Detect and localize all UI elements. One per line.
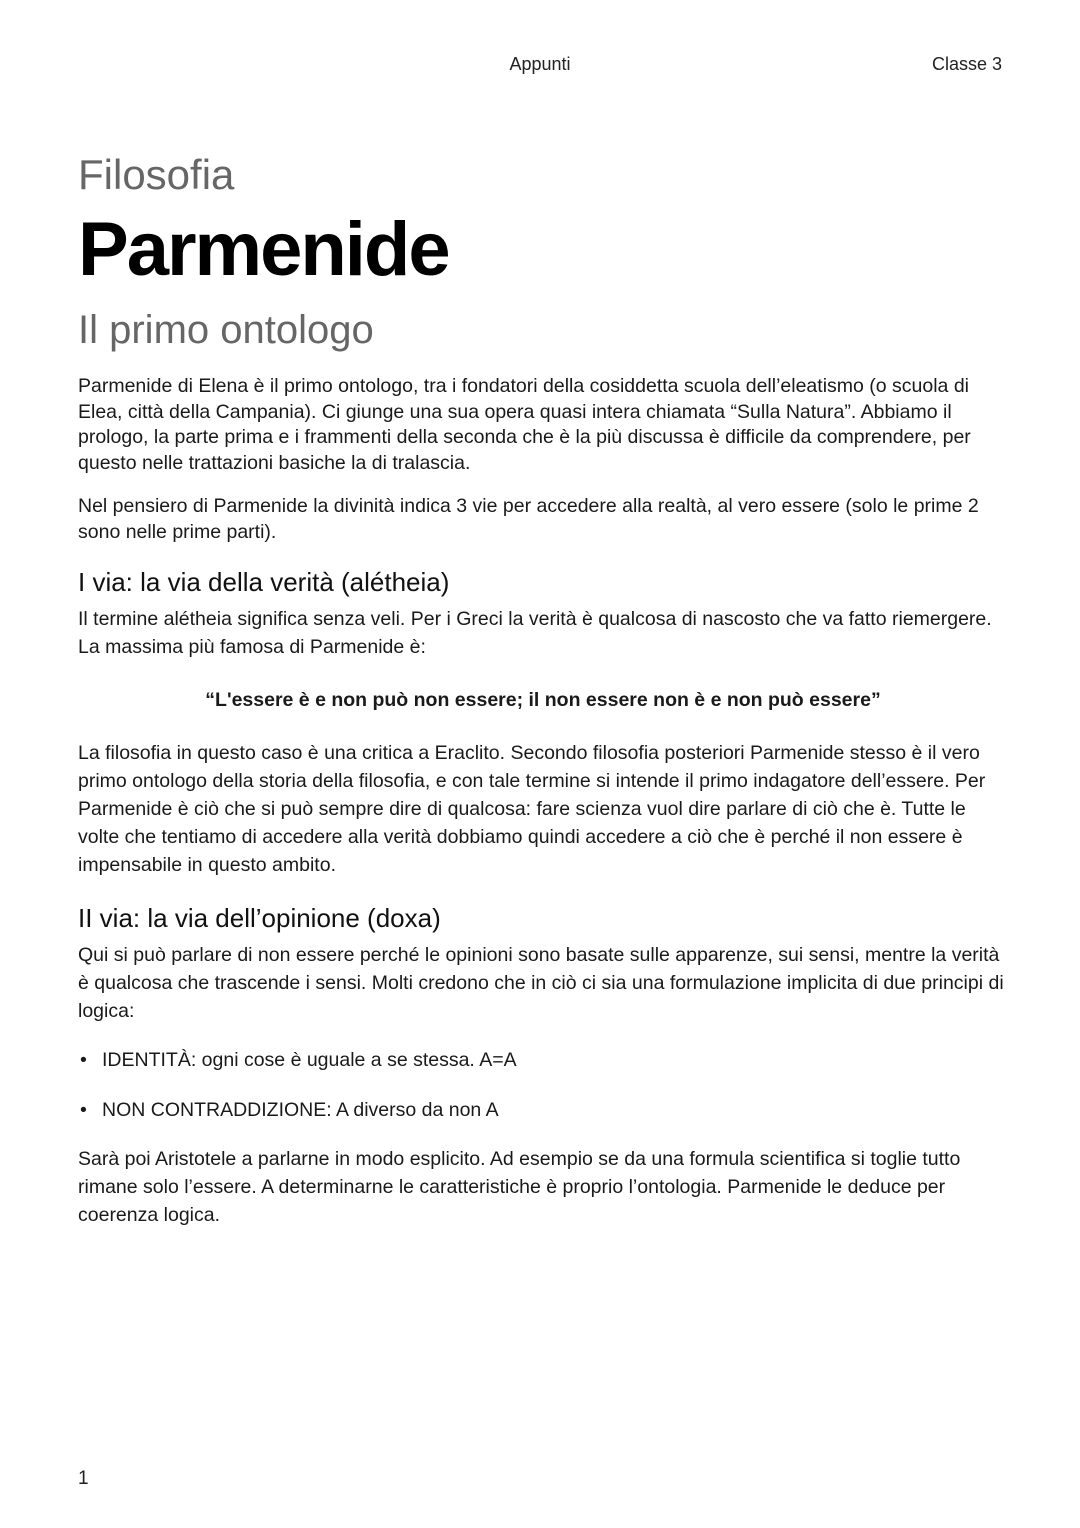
header-notes-label: Appunti: [509, 54, 571, 74]
section-heading-opinion: II via: la via dell’opinione (doxa): [78, 903, 441, 933]
parmenides-quote: “L'essere è e non può non essere; il non essere non è e non può essere”: [205, 689, 881, 711]
list-item-text: NON CONTRADDIZIONE: A diverso da non A: [102, 1099, 499, 1121]
list-item: [78, 1097, 1008, 1123]
section-heading-truth: I via: la via della verità (alétheia): [78, 567, 450, 597]
section-truth-paragraph-2: La filosofia in questo caso è una critica a Eraclito. Secondo filosofia posteriori Parmenide stesso è il vero primo ontologo della storia della filosofia, e con tale termine si intende il primo indagatore dell’essere. Per Parmenide è ciò che si può sempre dire di qualcosa: fare scienza vuol dire parlare di ciò che è. Tutte le volte che tentiamo di accedere alla verità dobbiamo quindi accedere a ciò che è perché il non essere è impensabile in questo ambito.: [78, 742, 986, 876]
page-number: 1: [78, 1468, 89, 1489]
list-item-text: IDENTITÀ: ogni cose è uguale a se stessa. A=A: [102, 1049, 517, 1071]
bullet-icon: •: [80, 1099, 87, 1121]
intro-paragraph-1: Parmenide di Elena è il primo ontologo, tra i fondatori della cosiddetta scuola dell’eleatismo (o scuola di Elea, città della Campania). Ci giunge una sua opera quasi intera chiamata “Sulla Natura”. Abbiamo il prologo, la parte prima e i frammenti della seconda che è la più discussa è difficile da comprendere, per questo nelle trattazioni basiche la di tralascia.: [78, 375, 971, 474]
page-title: Parmenide: [78, 207, 449, 292]
header-class-label: Classe 3: [931, 54, 1002, 74]
page-subtitle: Il primo ontologo: [78, 308, 374, 352]
bullet-icon: •: [80, 1049, 87, 1071]
document-body: [78, 140, 1008, 1229]
list-item: [78, 1047, 1008, 1073]
intro-paragraph-2: Nel pensiero di Parmenide la divinità indica 3 vie per accedere alla realtà, al vero essere (solo le prime 2 sono nelle prime parti).: [78, 495, 979, 543]
section-truth-paragraph: Il termine alétheia significa senza veli. Per i Greci la verità è qualcosa di nascosto che va fatto riemergere. La massima più famosa di Parmenide è:: [78, 608, 992, 658]
subject-heading: Filosofia: [78, 151, 235, 198]
section-opinion-paragraph-2: Sarà poi Aristotele a parlarne in modo esplicito. Ad esempio se da una formula scientifica si toglie tutto rimane solo l’essere. A determinarne le caratteristiche è proprio l’ontologia. Parmenide le deduce per coerenza logica.: [78, 1148, 961, 1226]
section-opinion-paragraph: Qui si può parlare di non essere perché le opinioni sono basate sulle apparenze, sui sensi, mentre la verità è qualcosa che trascende i sensi. Molti credono che in ciò ci sia una formulazione implicita di due principi di logica:: [78, 944, 1004, 1022]
